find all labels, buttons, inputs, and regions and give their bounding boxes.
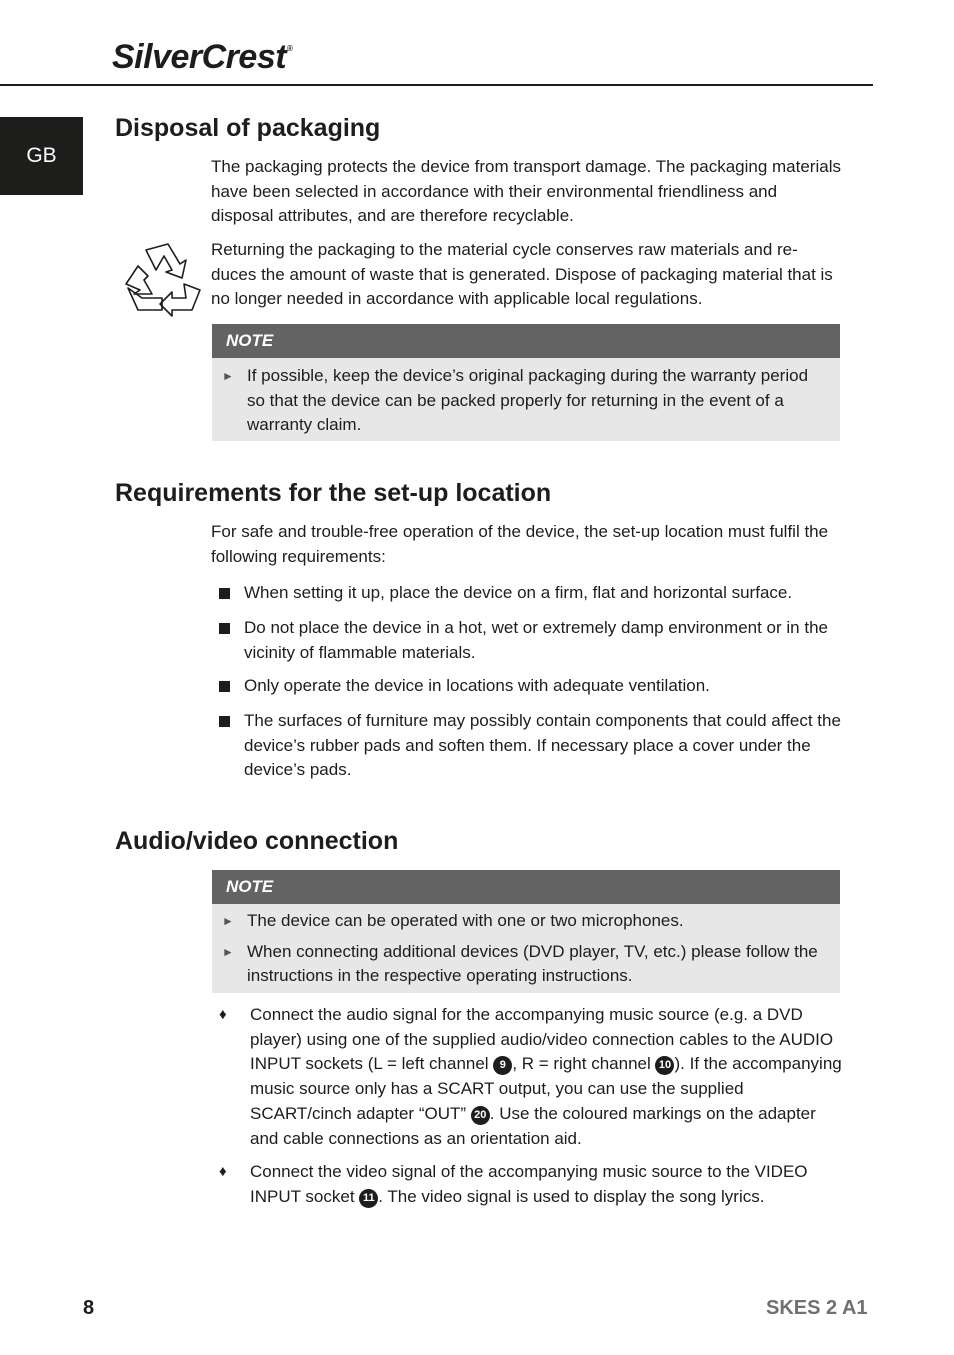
language-tab: GB bbox=[0, 117, 83, 195]
note-label: NOTE bbox=[212, 324, 840, 358]
callout-number: 9 bbox=[493, 1056, 512, 1075]
square-bullet-icon bbox=[219, 681, 230, 692]
note-item: ► When connecting additional devices (DVD player, TV, etc.) please follow the instructions in the respective operating instructions. bbox=[222, 941, 818, 986]
section-title-disposal: Disposal of packaging bbox=[115, 114, 381, 142]
list-item: Do not place the device in a hot, wet or extremely damp environment or in the vicinity of flammable materials. bbox=[211, 616, 843, 665]
recycle-icon bbox=[122, 240, 204, 318]
step-item: ♦ Connect the audio signal for the accompanying music source (e.g. a DVD player) using one of the supplied audio/video connection cables to the AUDIO INPUT sockets (L = left channel 9 , R = right channel 10 ). If the accompanying music source only has a SCART output, you can use the supplied SCART/cinch adapter “OUT” 20 . Use the coloured markings on the adapter and cable connections as an orientation aid. bbox=[219, 1005, 842, 1148]
step-item: ♦ Connect the video signal of the accompanying music source to the VIDEO INPUT socket 11 . The video signal is used to display the song lyrics. bbox=[219, 1162, 808, 1206]
note-item: ► If possible, keep the device’s original packaging during the warranty period so that the device can be packed properly for returning in the event of a warranty claim. bbox=[222, 366, 809, 435]
note-box-packaging bbox=[212, 324, 840, 441]
list-item: The surfaces of furniture may possibly contain components that could affect the device’s rubber pads and soften them. If necessary place a cover under the device’s pads. bbox=[211, 709, 843, 783]
square-bullet-icon bbox=[219, 716, 230, 727]
square-bullet-icon bbox=[219, 588, 230, 599]
callout-number: 11 bbox=[359, 1189, 378, 1208]
note-item: ► The device can be operated with one or two microphones. bbox=[212, 909, 840, 934]
diamond-bullet-icon: ♦ bbox=[219, 1163, 227, 1180]
disposal-paragraph-1: The packaging protects the device from transport damage. The packaging materials have been selected in accordance with their environmental friendliness and disposal attributes, and are therefore recyclable. bbox=[211, 157, 841, 226]
disposal-paragraph-2: Returning the packaging to the material cycle conserves raw materials and re-duces the amount of waste that is generated. Dispose of packaging material that is no longer needed in accordance with applicable local regulations. bbox=[211, 240, 833, 309]
square-bullet-icon bbox=[219, 623, 230, 634]
callout-number: 20 bbox=[471, 1106, 490, 1125]
page-number: 8 bbox=[83, 1297, 95, 1319]
list-item: When setting it up, place the device on a firm, flat and horizontal surface. bbox=[211, 581, 843, 606]
arrow-icon: ► bbox=[222, 914, 234, 928]
brand-logo: SilverCrest® bbox=[112, 38, 293, 76]
note-label: NOTE bbox=[212, 870, 840, 904]
model-number: SKES 2 A1 bbox=[766, 1297, 868, 1319]
setup-intro: For safe and trouble-free operation of the device, the set-up location must fulfil the following requirements: bbox=[211, 522, 829, 566]
arrow-icon: ► bbox=[222, 369, 234, 383]
list-item: Only operate the device in locations with adequate ventilation. bbox=[211, 674, 843, 699]
diamond-bullet-icon: ♦ bbox=[219, 1006, 227, 1023]
section-title-setup: Requirements for the set-up location bbox=[115, 479, 552, 507]
note-box-av bbox=[212, 870, 840, 993]
header-rule bbox=[0, 84, 873, 86]
section-title-av: Audio/video connection bbox=[115, 827, 399, 855]
arrow-icon: ► bbox=[222, 944, 234, 959]
callout-number: 10 bbox=[655, 1056, 674, 1075]
